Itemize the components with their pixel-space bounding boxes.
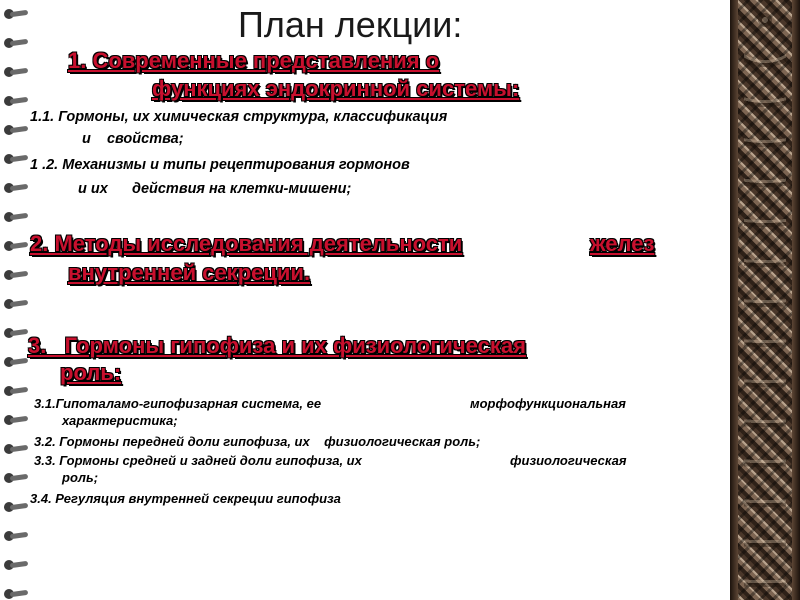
binding-ring [4,269,28,281]
item-3-4: 3.4. Регуляция внутренней секреции гипофиза [30,491,341,506]
item-3-1-line1-end: морфофункциональная [470,396,626,411]
ornamental-border [730,0,800,600]
section2-heading-line2: внутренней секреции. [68,260,311,285]
binding-ring [4,37,28,49]
binding-ring [4,443,28,455]
item-3-1-line2: характеристика; [62,413,178,428]
binding-ring [4,182,28,194]
binding-ring [4,298,28,310]
section1-heading-line1: 1. Современные представления о [68,48,440,73]
binding-ring [4,153,28,165]
section3-heading-line2: роль: [60,360,122,385]
binding-ring [4,327,28,339]
binding-ring [4,66,28,78]
item-1-1-line1: 1.1. Гормоны, их химическая структура, классификация [30,109,448,125]
binding-ring [4,559,28,571]
binding-ring [4,472,28,484]
section2-heading-line1-end: желез [590,231,655,256]
binding-ring [4,530,28,542]
item-3-3-line2: роль; [62,470,99,485]
item-3-3-line1: 3.3. Гормоны средней и задней доли гипофиза, их [34,453,362,468]
binding-ring [4,95,28,107]
spiral-binding [0,0,36,600]
binding-ring [4,501,28,513]
binding-ring [4,211,28,223]
item-1-2-line2: и их действия на клетки-мишени; [78,181,352,197]
item-3-3-line1-end: физиологическая [510,453,627,468]
binding-ring [4,124,28,136]
binding-ring [4,8,28,20]
item-3-1-line1: 3.1.Гипоталамо-гипофизарная система, ее [34,396,322,411]
section3-heading-line1: 3. Гормоны гипофиза и их физиологическая [28,333,526,358]
item-1-2-line1: 1 .2. Механизмы и типы рецептирования гормонов [30,157,410,173]
binding-ring [4,588,28,600]
item-1-1-line2: и свойства; [82,131,184,147]
binding-ring [4,414,28,426]
item-3-2: 3.2. Гормоны передней доли гипофиза, их физиологическая роль; [34,434,481,449]
section2-heading-line1: 2. Методы исследования деятельности [30,231,463,256]
binding-ring [4,385,28,397]
slide-title: План лекции: [238,4,463,45]
binding-ring [4,240,28,252]
section1-heading-line2: функциях эндокринной системы: [152,76,520,101]
binding-ring [4,356,28,368]
